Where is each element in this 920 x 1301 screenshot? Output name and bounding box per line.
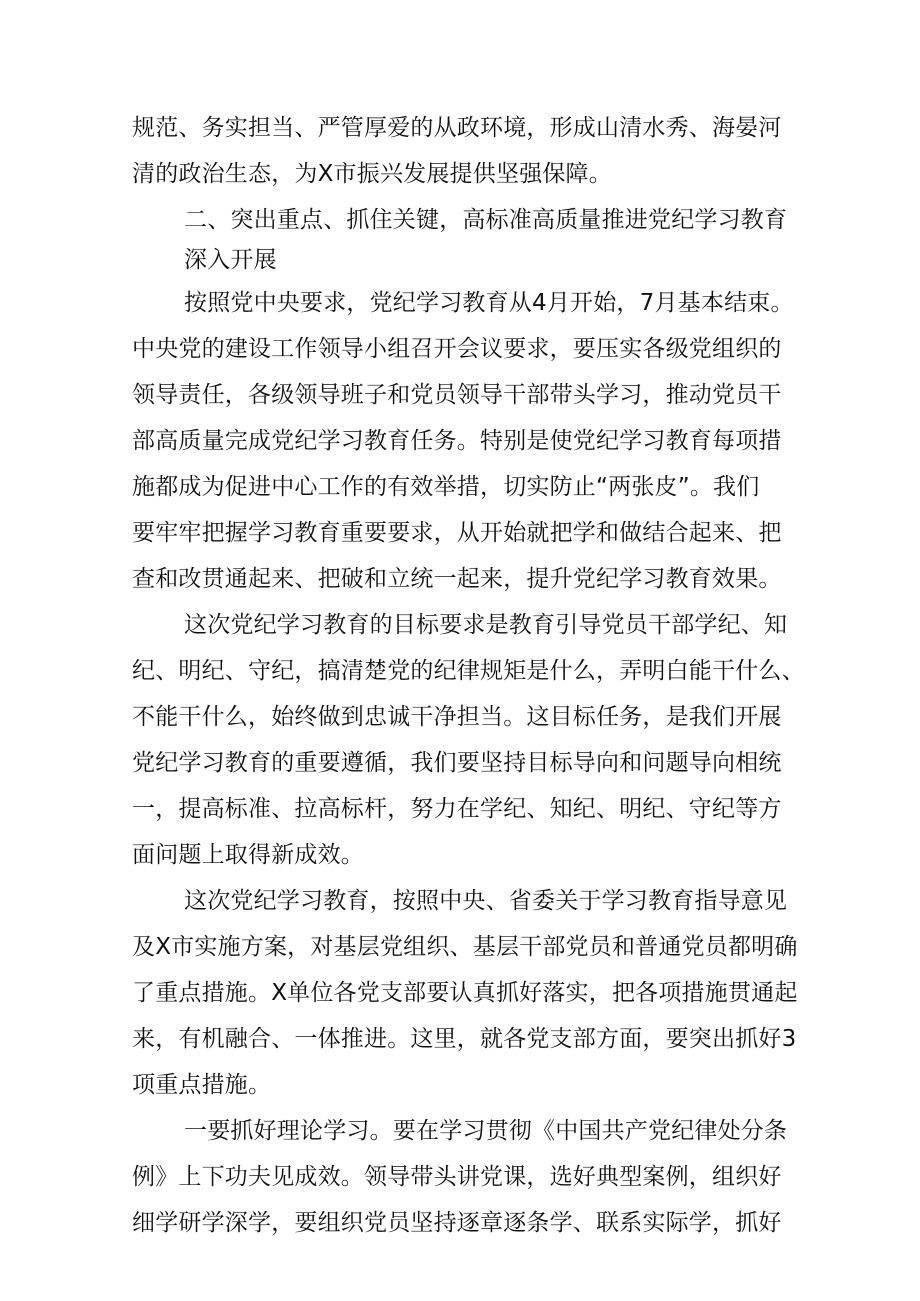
text-line: 细学研学深学，要组织党员坚持逐章逐条学、联系实际学，抓好 [132,1210,782,1236]
text-line: 不能干什么，始终做到忠诚干净担当。这目标任务，是我们开展 [132,704,782,730]
text-line: 来，有机融合、一体推进。这里，就各党支部方面，要突出抓好3 [132,1026,797,1052]
section-heading: 二、突出重点、抓住关键，高标准高质量推进党纪学习教育 [184,207,788,233]
text-line: 领导责任，各级领导班子和党员领导干部带头学习，推动党员干 [132,382,782,408]
text-line: 部高质量完成党纪学习教育任务。特别是使党纪学习教育每项措 [132,428,782,454]
paragraph-start: 按照党中央要求，党纪学习教育从4月开始，7月基本结束。 [184,290,794,316]
paragraph-start: 一要抓好理论学习。要在学习贯彻《中国共产党纪律处分条 [184,1118,788,1144]
section-heading-continued: 深入开展 [184,247,277,273]
paragraph-start: 这次党纪学习教育，按照中央、省委关于学习教育指导意见 [184,888,788,914]
text-line: 查和改贯通起来、把破和立统一起来，提升党纪学习教育效果。 [132,566,782,592]
text-line: 项重点措施。 [132,1072,272,1098]
text-line: 纪、明纪、守纪，搞清楚党的纪律规矩是什么，弄明白能干什么、 [132,658,805,684]
text-line: 要牢牢把握学习教育重要要求，从开始就把学和做结合起来、把 [132,520,782,546]
text-line: 一，提高标准、拉高标杆，努力在学纪、知纪、明纪、守纪等方 [132,796,782,822]
text-line: 面问题上取得新成效。 [132,842,364,868]
text-line: 施都成为促进中心工作的有效举措，切实防止“两张皮”。我们 [132,474,760,500]
paragraph-start: 这次党纪学习教育的目标要求是教育引导党员干部学纪、知 [184,612,788,638]
text-line: 中央党的建设工作领导小组召开会议要求，要压实各级党组织的 [132,336,782,362]
text-line: 及X市实施方案，对基层党组织、基层干部党员和普通党员都明确 [132,934,798,960]
text-line: 了重点措施。X单位各党支部要认真抓好落实，把各项措施贯通起 [132,980,798,1006]
text-line: 规范、务实担当、严管厚爱的从政环境，形成山清水秀、海晏河 [132,115,782,141]
text-line: 清的政治生态，为X市振兴发展提供坚强保障。 [132,161,612,187]
text-line: 例》上下功夫见成效。领导带头讲党课，选好典型案例，组织好 [132,1164,782,1190]
text-line: 党纪学习教育的重要遵循，我们要坚持目标导向和问题导向相统 [132,750,782,776]
